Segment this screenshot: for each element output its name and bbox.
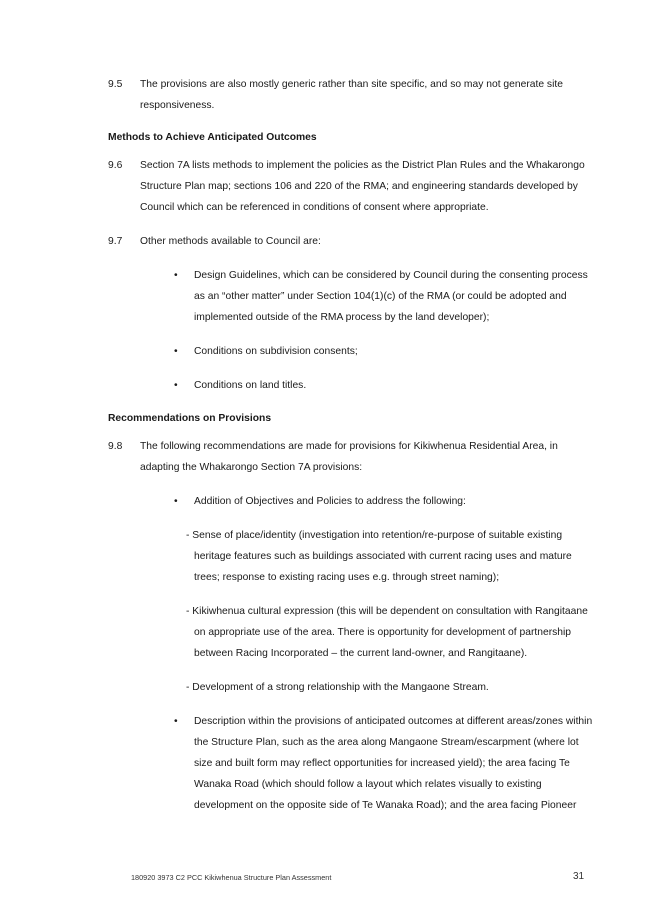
- bullet-icon: •: [174, 380, 178, 391]
- sub-list-item-text: - Kikiwhenua cultural expression (this will be dependent on consultation with Rangitaane on appropriate use of the area. There is opportunity for development of partnership between Racing Incorporated – the current land-owner, and Rangitaane).: [186, 606, 588, 659]
- list-item: [174, 711, 594, 816]
- list-item-text: Design Guidelines, which can be considered by Council during the consenting process as an “other matter” under Section 104(1)(c) of the RMA (or could be adopted and implemented outside of the RMA process by the land developer);: [194, 270, 588, 323]
- bullet-icon: •: [174, 270, 178, 281]
- paragraph-9-6: [108, 155, 588, 218]
- paragraph-text: The following recommendations are made for provisions for Kikiwhenua Residential Area, in adapting the Whakarongo Section 7A provisions:: [140, 441, 558, 473]
- paragraph-number: 9.7: [108, 236, 123, 247]
- list-item-text: Addition of Objectives and Policies to address the following:: [194, 496, 466, 507]
- bullet-icon: •: [174, 496, 178, 507]
- list-item: [174, 265, 594, 328]
- list-item: [174, 491, 594, 512]
- footer-document-reference: 180920 3973 C2 PCC Kikiwhenua Structure Plan Assessment: [131, 873, 332, 882]
- paragraph-9-7: [108, 231, 588, 252]
- paragraph-number: 9.5: [108, 79, 123, 90]
- list-item-text: Conditions on subdivision consents;: [194, 346, 358, 357]
- list-item-text: Description within the provisions of anticipated outcomes at different areas/zones within the Structure Plan, such as the area along Mangaone Stream/escarpment (where lot size and built form may reflect opportunities for increased yield); the area facing Te Wanaka Road (which should follow a layout which relates visually to existing development on the opposite side of Te Wanaka Road); and the area facing Pioneer: [194, 716, 593, 811]
- bullet-icon: •: [174, 716, 178, 727]
- page-number: 31: [573, 871, 585, 882]
- paragraph-9-5: [108, 74, 588, 116]
- paragraph-9-8: [108, 436, 588, 478]
- sub-list-item: [186, 677, 594, 698]
- bullet-icon: •: [174, 346, 178, 357]
- paragraph-text: Other methods available to Council are:: [140, 236, 321, 247]
- list-item: [174, 375, 594, 396]
- sub-list-item-text: - Development of a strong relationship with the Mangaone Stream.: [186, 682, 489, 693]
- paragraph-number: 9.6: [108, 160, 123, 171]
- paragraph-number: 9.8: [108, 441, 123, 452]
- sub-list-item: [186, 525, 594, 588]
- sub-list-item-text: - Sense of place/identity (investigation into retention/re-purpose of suitable existing heritage features such as buildings associated with current racing uses and mature trees; response to existing racing uses e.g. through street naming);: [186, 530, 572, 583]
- list-item-text: Conditions on land titles.: [194, 380, 307, 391]
- paragraph-text: The provisions are also mostly generic rather than site specific, and so may not generate site responsiveness.: [140, 79, 563, 111]
- paragraph-text: Section 7A lists methods to implement the policies as the District Plan Rules and the Whakarongo Structure Plan map; sections 106 and 220 of the RMA; and engineering standards developed by Council which can be referenced in conditions of consent where appropriate.: [140, 160, 585, 213]
- section-heading-methods: Methods to Achieve Anticipated Outcomes: [108, 132, 317, 143]
- sub-list-item: [186, 601, 594, 664]
- section-heading-recommendations: Recommendations on Provisions: [108, 413, 272, 424]
- list-item: [174, 341, 594, 362]
